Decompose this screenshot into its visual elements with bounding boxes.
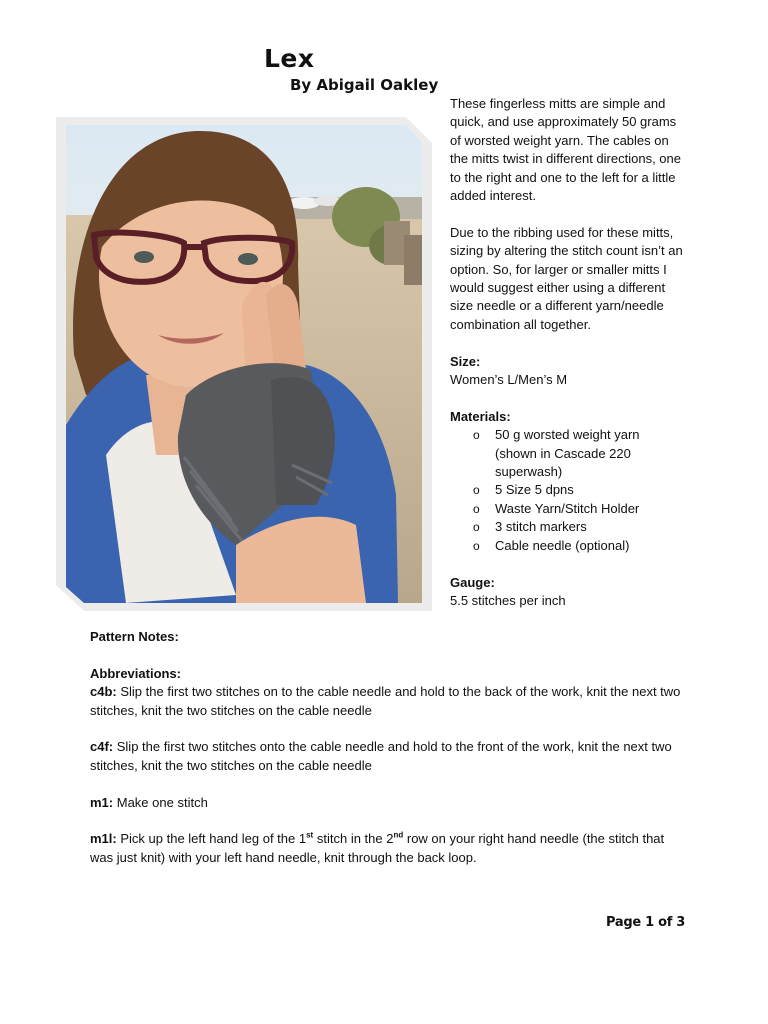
page-title: Lex <box>264 44 315 73</box>
photo-frame <box>56 117 432 611</box>
materials-label: Materials: <box>450 408 511 424</box>
materials-item <box>450 518 690 536</box>
intro-column <box>450 95 690 610</box>
pattern-notes-label: Pattern Notes: <box>90 629 179 644</box>
sizing-paragraph: Due to the ribbing used for these mitts, sizing by altering the stitch count isn’t an option. So, for larger or smaller mitts I would suggest either using a different size needle or a different yarn/needle combination all together. <box>450 224 683 332</box>
author-byline: By Abigail Oakley <box>290 76 439 94</box>
materials-item <box>450 537 690 555</box>
bullet-icon: o <box>473 428 480 443</box>
abbreviation-c4b <box>90 683 690 720</box>
bullet-icon: o <box>473 520 480 535</box>
size-label: Size: <box>450 353 481 369</box>
abbreviation-definition: Make one stitch <box>116 794 208 810</box>
model-photo <box>66 125 422 603</box>
materials-item <box>450 500 690 518</box>
materials-item-label: Waste Yarn/Stitch Holder <box>495 500 640 516</box>
model-photo-image <box>66 125 422 603</box>
materials-item-label: 3 stitch markers <box>495 519 587 535</box>
materials-item <box>450 481 690 499</box>
materials-item-label: Cable needle (optional) <box>495 537 630 553</box>
abbreviation-definition-part: stitch in the 2 <box>316 831 394 847</box>
materials-item-note-label: (shown in Cascade 220 superwash) <box>495 445 631 480</box>
abbreviation-definition: Slip the first two stitches onto the cable needle and hold to the front of the work, knit the next two stitches, knit the two stitches on the cable needle <box>90 739 672 773</box>
abbreviation-definition: Slip the first two stitches on to the cable needle and hold to the back of the work, knit the next two stitches, knit the two stitches on the cable needle <box>90 684 681 718</box>
abbreviation-definition-part: row on your right hand needle (the stitch that was just knit) with your left hand needle, knit through the back loop. <box>90 831 665 865</box>
abbreviation-term: c4b: <box>90 684 117 700</box>
materials-item-note <box>450 445 690 482</box>
materials-item-label: 5 Size 5 dpns <box>495 482 574 498</box>
materials-item-label: 50 g worsted weight yarn <box>495 427 640 443</box>
abbreviation-m1l <box>90 830 690 867</box>
ordinal-suffix: st <box>306 831 314 841</box>
abbreviation-term: c4f: <box>90 739 114 755</box>
abbreviations-label: Abbreviations: <box>90 665 182 681</box>
abbreviation-definition-part: Pick up the left hand leg of the 1 <box>120 831 307 847</box>
bullet-icon: o <box>473 538 480 553</box>
ordinal-suffix: nd <box>393 831 404 841</box>
intro-paragraph: These fingerless mitts are simple and quick, and use approximately 50 grams of worsted weight yarn. The cables on the mitts twist in different directions, one to the right and one to the left for a little added interest. <box>450 96 681 204</box>
pattern-body <box>90 628 690 867</box>
abbreviation-c4f <box>90 738 690 775</box>
page-number: Page 1 of 3 <box>606 915 686 930</box>
materials-item <box>450 426 690 444</box>
abbreviation-m1 <box>90 794 690 812</box>
gauge-label: Gauge: <box>450 574 495 590</box>
abbreviation-term: m1l: <box>90 831 117 847</box>
bullet-icon: o <box>473 501 480 516</box>
abbreviation-term: m1: <box>90 794 114 810</box>
gauge-value: 5.5 stitches per inch <box>450 592 566 608</box>
bullet-icon: o <box>473 483 480 498</box>
materials-list <box>450 426 690 555</box>
size-value: Women’s L/Men’s M <box>450 372 568 388</box>
